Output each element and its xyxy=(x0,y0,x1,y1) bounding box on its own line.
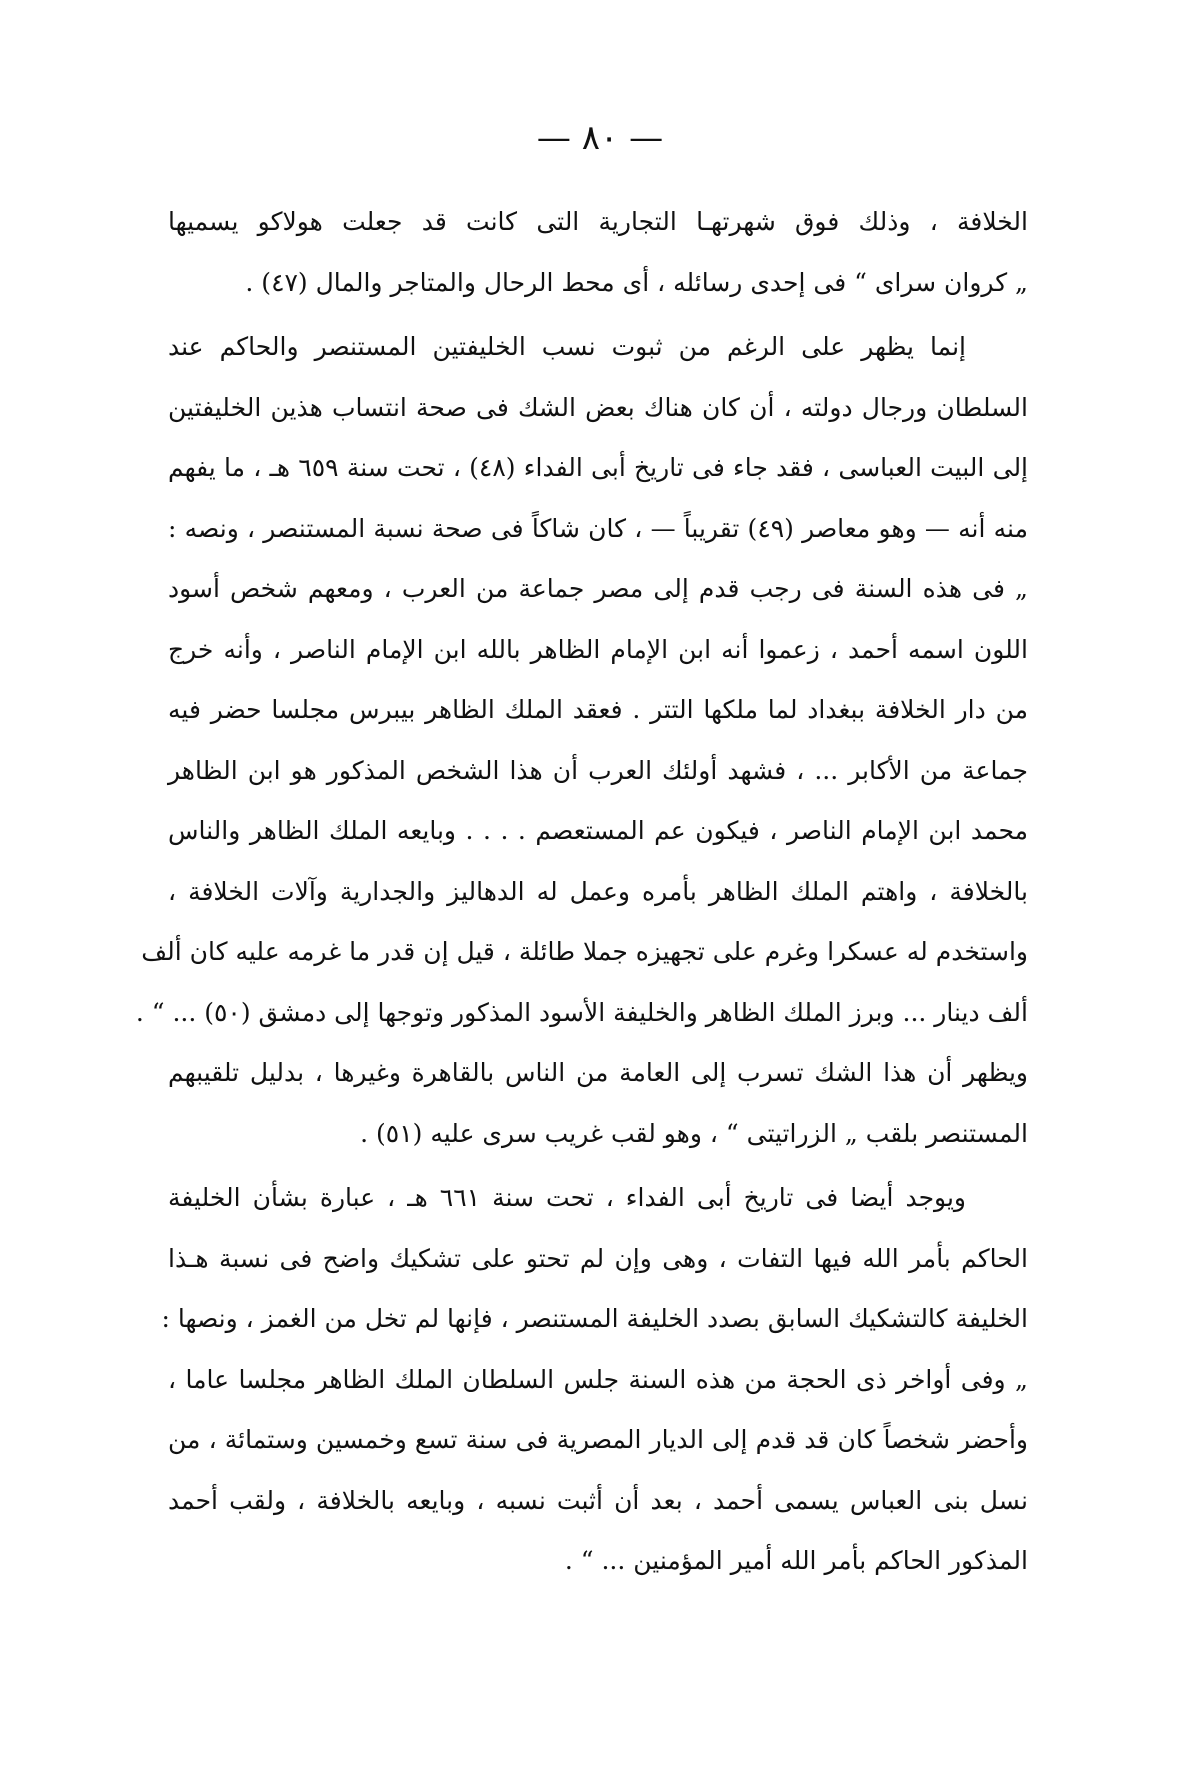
text-line: ويوجد أيضا فى تاريخ أبى الفداء ، تحت سنة ٦٦١ هـ ، عبارة بشأن الخليفة xyxy=(168,1183,966,1212)
text-line: من دار الخلافة ببغداد لما ملكها التتر . فعقد الملك الظاهر بيبرس مجلسا حضر فيه xyxy=(168,695,1028,724)
text-line: المذكور الحاكم بأمر الله أمير المؤمنين ... “ . xyxy=(564,1546,1028,1575)
text-line: الحاكم بأمر الله فيها التفات ، وهى وإن لم تحتو على تشكيك واضح فى نسبة هـذا xyxy=(168,1243,1028,1273)
paragraph xyxy=(135,317,1029,1164)
text-line: الخليفة كالتشكيك السابق بصدد الخليفة المستنصر ، فإنها لم تخل من الغمز ، ونصها : xyxy=(161,1304,1028,1333)
text-line: محمد ابن الإمام الناصر ، فيكون عم المستعصم . . . . وبايعه الملك الظاهر والناس xyxy=(168,816,1028,845)
text-line: نسل بنى العباس يسمى أحمد ، بعد أن أثبت نسبه ، وبايعه بالخلافة ، ولقب أحمد xyxy=(168,1485,1028,1515)
text-line: بالخلافة ، واهتم الملك الظاهر بأمره وعمل له الدهاليز والجدارية وآلات الخلافة ، xyxy=(168,876,1028,906)
text-line: ألف دينار ... وبرز الملك الظاهر والخليفة الأسود المذكور وتوجها إلى دمشق (٥٠) ... “ . xyxy=(135,997,1028,1027)
text-line: اللون اسمه أحمد ، زعموا أنه ابن الإمام الظاهر بالله ابن الإمام الناصر ، وأنه خرج xyxy=(168,634,1028,664)
text-line: إنما يظهر على الرغم من ثبوت نسب الخليفتين المستنصر والحاكم عند xyxy=(168,332,966,361)
text-line: الخلافة ، وذلك فوق شهرتهـا التجارية التى كانت قد جعلت هولاكو يسميها xyxy=(168,207,1028,236)
paragraph xyxy=(161,1168,1029,1592)
text-line: وأحضر شخصاً كان قد قدم إلى الديار المصرية فى سنة تسع وخمسين وستمائة ، من xyxy=(168,1425,1028,1454)
body-text xyxy=(135,192,1029,1592)
text-line: ويظهر أن هذا الشك تسرب إلى العامة من الناس بالقاهرة وغيرها ، بدليل تلقيبهم xyxy=(168,1058,1028,1087)
text-line: جماعة من الأكابر ... ، فشهد أولئك العرب أن هذا الشخص المذكور هو ابن الظاهر xyxy=(168,755,1028,785)
page-number: — ٨٠ — xyxy=(536,118,664,158)
paragraph xyxy=(168,192,1028,313)
text-line: المستنصر بلقب „ الزراتيتى “ ، وهو لقب غريب سرى عليه (٥١) . xyxy=(360,1118,1028,1148)
text-line: إلى البيت العباسى ، فقد جاء فى تاريخ أبى الفداء (٤٨) ، تحت سنة ٦٥٩ هـ ، ما يفهم xyxy=(168,453,1029,482)
text-line: منه أنه — وهو معاصر (٤٩) تقريباً — ، كان شاكاً فى صحة نسبة المستنصر ، ونصه : xyxy=(168,513,1028,543)
text-line: واستخدم له عسكرا وغرم على تجهيزه جملا طائلة ، قيل إن قدر ما غرمه عليه كان ألف xyxy=(141,937,1028,966)
text-line: „ فى هذه السنة فى رجب قدم إلى مصر جماعة من العرب ، ومعهم شخص أسود xyxy=(168,574,1028,603)
text-line: السلطان ورجال دولته ، أن كان هناك بعض الشك فى صحة انتساب هذين الخليفتين xyxy=(168,392,1028,422)
text-line: „ كروان سراى “ فى إحدى رسائله ، أى محط الرحال والمتاجر والمال (٤٧) . xyxy=(245,267,1028,297)
text-line: „ وفى أواخر ذى الحجة من هذه السنة جلس السلطان الملك الظاهر مجلسا عاما ، xyxy=(168,1364,1029,1394)
